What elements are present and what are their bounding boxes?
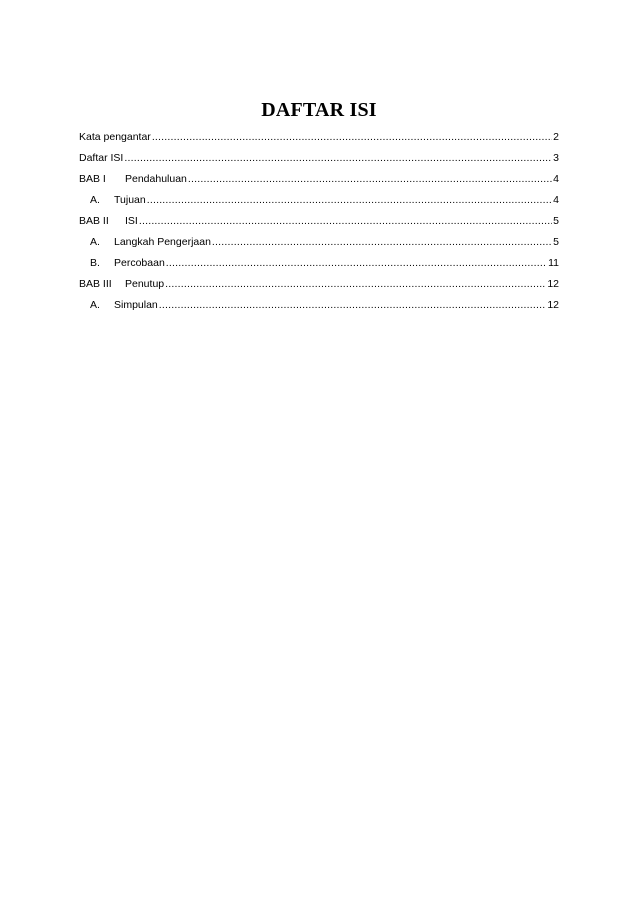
toc-entry-bab-2[interactable]: [79, 214, 559, 235]
toc-entry-page-number: 12: [547, 278, 559, 290]
toc-entry-number: A.: [90, 236, 100, 248]
toc-entry-kata-pengantar[interactable]: [79, 130, 559, 151]
dot-leader: [212, 235, 552, 249]
toc-entry-number: A.: [90, 194, 100, 206]
dot-leader: [166, 256, 547, 270]
toc-entry-page-number: 11: [548, 257, 559, 269]
toc-entry-daftar-isi[interactable]: [79, 151, 559, 172]
toc-entry-langkah-pengerjaan[interactable]: [79, 235, 559, 256]
toc-entry-label: Penutup: [125, 278, 165, 290]
toc-entry-simpulan[interactable]: [79, 298, 559, 319]
toc-entry-number: A.: [90, 299, 100, 311]
toc-entry-page-number: 12: [547, 299, 559, 311]
toc-entry-label: Simpulan: [114, 299, 158, 311]
toc-entry-label: Daftar ISI: [79, 152, 124, 164]
toc-entry-percobaan[interactable]: [79, 256, 559, 277]
toc-entry-label: Pendahuluan: [125, 173, 187, 185]
dot-leader: [124, 151, 552, 165]
dot-leader: [152, 130, 552, 144]
toc-entry-page-number: 5: [553, 215, 559, 227]
toc-entry-page-number: 4: [553, 173, 559, 185]
dot-leader: [147, 193, 552, 207]
toc-entry-page-number: 5: [553, 236, 559, 248]
toc-entry-label: Tujuan: [114, 194, 146, 206]
toc-entry-number: BAB III: [79, 278, 112, 290]
toc-entry-label: Percobaan: [114, 257, 165, 269]
toc-entry-number: BAB I: [79, 173, 106, 185]
dot-leader: [159, 298, 547, 312]
toc-entry-label: ISI: [125, 215, 138, 227]
dot-leader: [188, 172, 552, 186]
toc-entry-page-number: 2: [553, 131, 559, 143]
dot-leader: [139, 214, 552, 228]
toc-entry-number: B.: [90, 257, 100, 269]
table-of-contents: [79, 130, 559, 319]
toc-entry-page-number: 3: [553, 152, 559, 164]
toc-entry-tujuan[interactable]: [79, 193, 559, 214]
dot-leader: [165, 277, 546, 291]
page-title: DAFTAR ISI: [261, 99, 377, 121]
toc-entry-bab-1[interactable]: [79, 172, 559, 193]
toc-entry-label: Kata pengantar: [79, 131, 151, 143]
toc-entry-label: Langkah Pengerjaan: [114, 236, 211, 248]
toc-entry-bab-3[interactable]: [79, 277, 559, 298]
toc-entry-number: BAB II: [79, 215, 109, 227]
toc-entry-page-number: 4: [553, 194, 559, 206]
